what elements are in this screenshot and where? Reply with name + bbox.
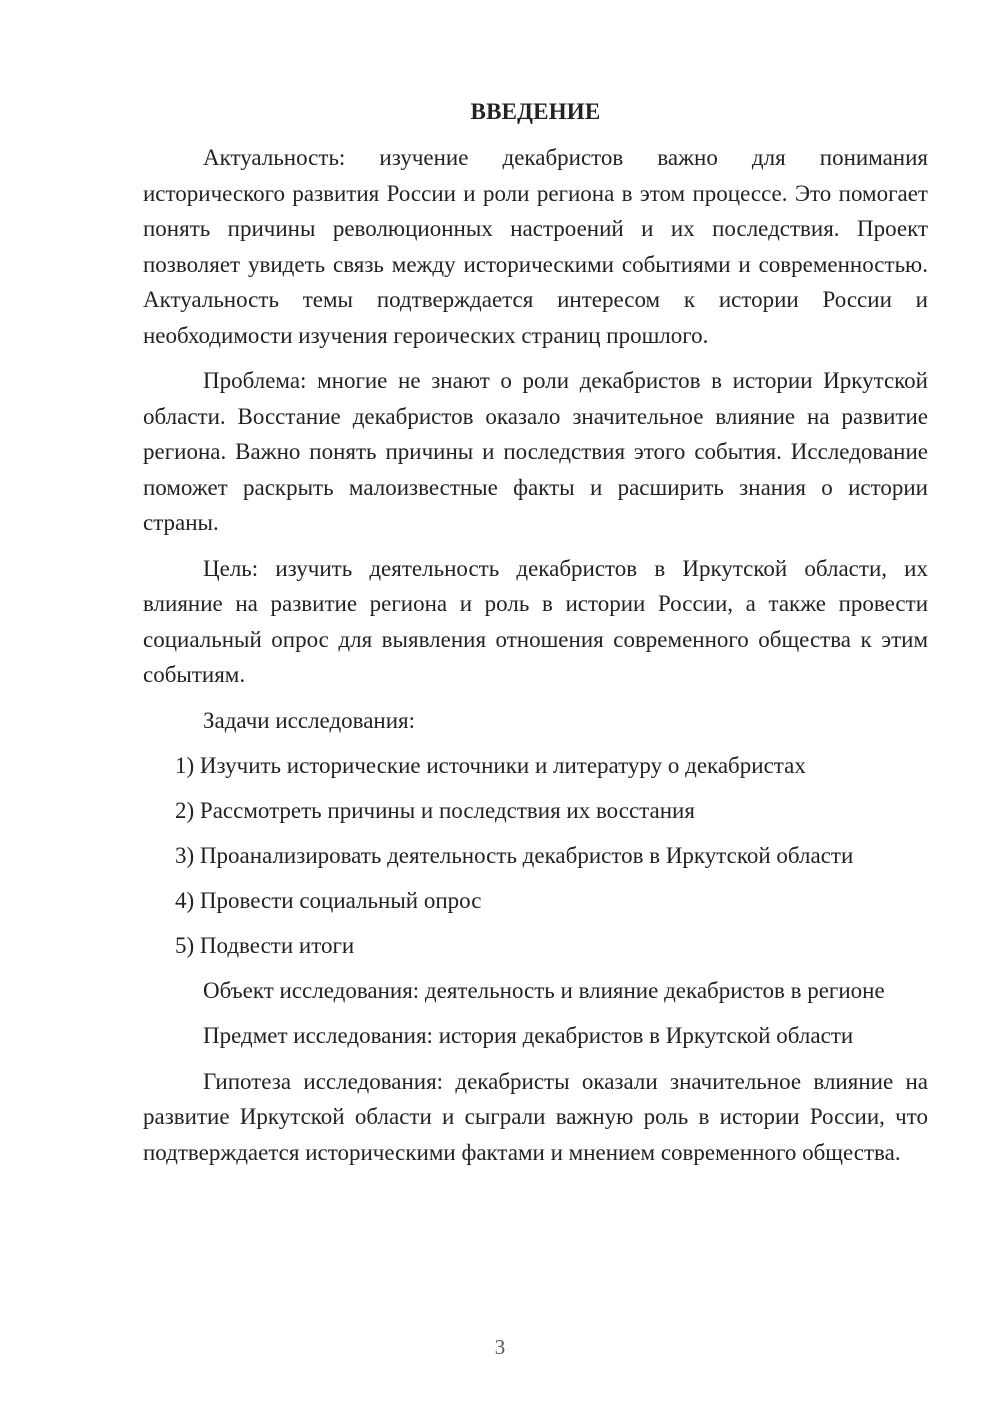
- subject-paragraph: Предмет исследования: история декабристов в Иркутской области: [203, 1023, 854, 1048]
- task-list: [143, 748, 928, 963]
- task-item: 5) Подвести итоги: [175, 932, 355, 958]
- hypothesis-paragraph: Гипотеза исследования: декабристы оказали значительное влияние на развитие Иркутской области и сыграли важную роль в истории России, что подтверждается историческими фактами и мнением современного общества.: [143, 1068, 928, 1165]
- page-number: 3: [494, 1335, 506, 1359]
- relevance-paragraph: Актуальность: изучение декабристов важно для понимания исторического развития России и роли региона в этом процессе. Это помогает понять причины революционных настроений и их последствия. Проект позволяет увидеть связь между историческими событиями и современностью. Актуальность темы подтверждается интересом к истории России и необходимости изучения героических страниц прошлого.: [143, 145, 928, 348]
- task-item: 3) Проанализировать деятельность декабристов в Иркутской области: [175, 842, 854, 868]
- goal-paragraph: Цель: изучить деятельность декабристов в Иркутской области, их влияние на развитие региона и роль в истории России, а также провести социальный опрос для выявления отношения современного общества к этим событиям.: [143, 555, 928, 687]
- page-content: [143, 94, 928, 1180]
- task-item: 1) Изучить исторические источники и литературу о декабристах: [175, 752, 806, 778]
- object-paragraph: Объект исследования: деятельность и влияние декабристов в регионе: [203, 977, 885, 1003]
- task-item: 2) Рассмотреть причины и последствия их восстания: [175, 797, 695, 823]
- problem-paragraph: Проблема: многие не знают о роли декабристов в истории Иркутской области. Восстание декабристов оказало значительное влияние на развитие региона. Важно понять причины и последствия этого события. Исследование поможет раскрыть малоизвестные факты и расширить знания о истории страны.: [143, 368, 928, 535]
- page-title: ВВЕДЕНИЕ: [470, 99, 601, 124]
- task-item: 4) Провести социальный опрос: [175, 887, 482, 913]
- tasks-heading: Задачи исследования:: [203, 707, 416, 733]
